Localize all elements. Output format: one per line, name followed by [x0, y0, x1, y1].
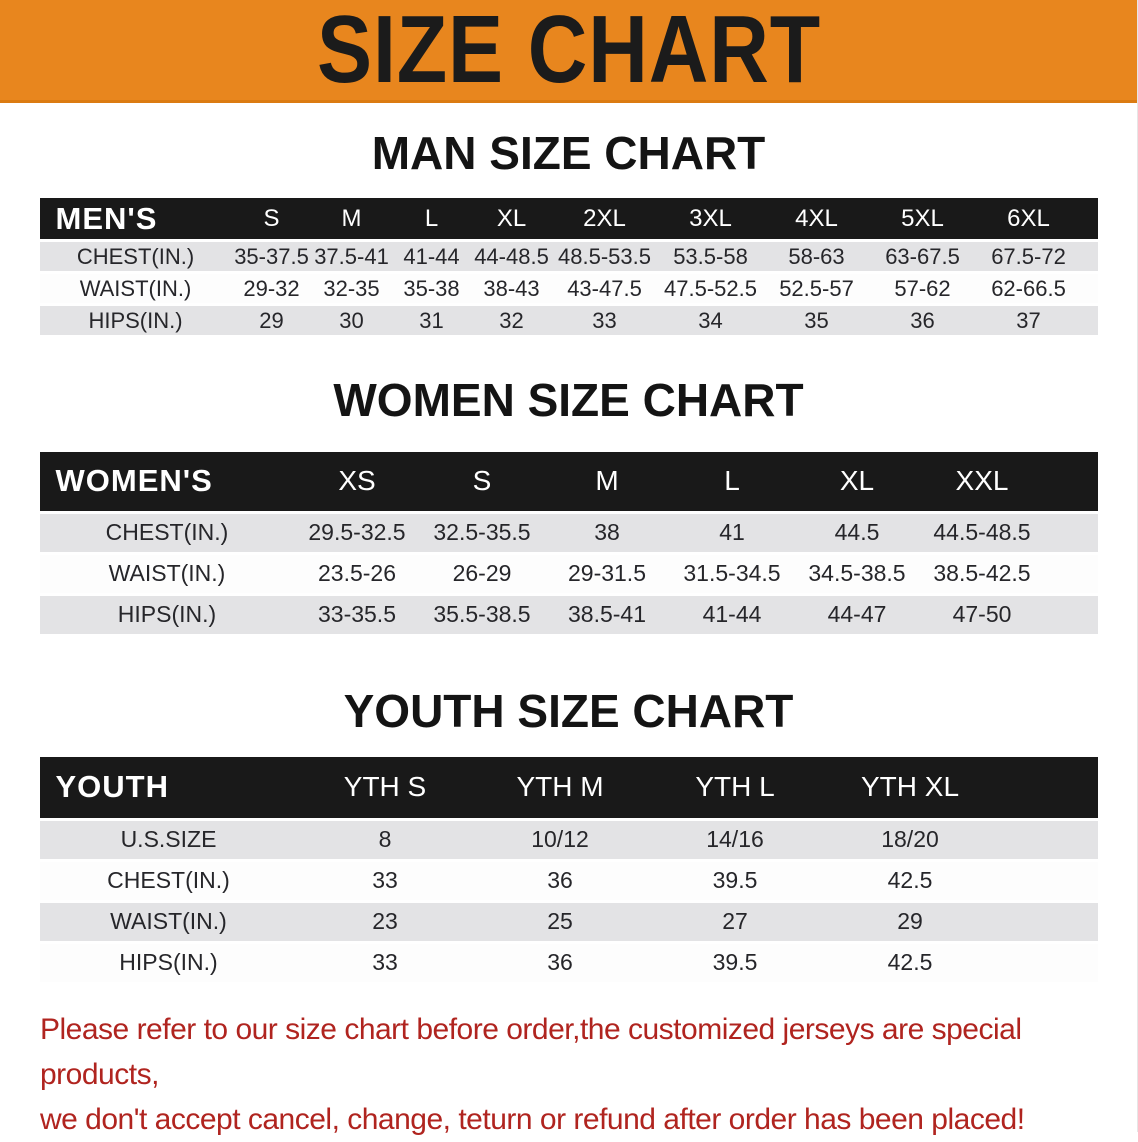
men-size-header-xl: XL [472, 198, 552, 242]
size-value-cell: 35.5-38.5 [420, 596, 545, 637]
women-group-label: WOMEN'S [40, 452, 295, 514]
size-value-cell: 41-44 [392, 242, 472, 274]
size-value-cell: 48.5-53.5 [552, 242, 658, 274]
size-value-cell: 29 [823, 903, 998, 944]
size-value-cell: 31.5-34.5 [670, 555, 795, 596]
size-value-cell: 32 [472, 306, 552, 338]
man-size-chart-heading: MAN SIZE CHART [371, 127, 766, 179]
size-value-cell: 43-47.5 [552, 274, 658, 306]
row-label: WAIST(IN.) [40, 903, 298, 944]
size-value-cell: 41-44 [670, 596, 795, 637]
women-size-header-xxl: XXL [920, 452, 1045, 514]
size-value-cell: 29 [232, 306, 312, 338]
size-value-cell: 38.5-42.5 [920, 555, 1045, 596]
size-value-cell: 29-31.5 [545, 555, 670, 596]
women-size-header-xl: XL [795, 452, 920, 514]
row-filler [1082, 274, 1098, 306]
women-size-table-container [0, 452, 1137, 637]
size-value-cell: 36 [473, 944, 648, 985]
men-size-header-l: L [392, 198, 472, 242]
youth-row-ussize [40, 821, 1098, 862]
size-value-cell: 63-67.5 [870, 242, 976, 274]
size-chart-banner [0, 0, 1137, 103]
size-value-cell: 32-35 [312, 274, 392, 306]
men-group-label: MEN'S [40, 198, 232, 242]
size-value-cell: 42.5 [823, 862, 998, 903]
size-value-cell: 34.5-38.5 [795, 555, 920, 596]
row-filler [1045, 514, 1098, 555]
row-filler [1045, 596, 1098, 637]
size-value-cell: 36 [870, 306, 976, 338]
size-value-cell: 8 [298, 821, 473, 862]
size-value-cell: 29-32 [232, 274, 312, 306]
men-size-table [40, 198, 1098, 338]
size-value-cell: 37 [976, 306, 1082, 338]
women-size-table [40, 452, 1098, 637]
order-disclaimer-note [40, 1007, 1137, 1142]
size-value-cell: 34 [658, 306, 764, 338]
men-size-header-5xl: 5XL [870, 198, 976, 242]
size-value-cell: 23.5-26 [295, 555, 420, 596]
size-value-cell: 23 [298, 903, 473, 944]
size-value-cell: 29.5-32.5 [295, 514, 420, 555]
size-value-cell: 35-38 [392, 274, 472, 306]
youth-size-header-yth-s: YTH S [298, 757, 473, 821]
size-value-cell: 25 [473, 903, 648, 944]
women-size-chart-heading: WOMEN SIZE CHART [333, 374, 804, 427]
row-label: WAIST(IN.) [40, 274, 232, 306]
row-filler [998, 903, 1098, 944]
size-value-cell: 27 [648, 903, 823, 944]
men-row-chestin [40, 242, 1098, 274]
size-value-cell: 33 [298, 862, 473, 903]
size-value-cell: 37.5-41 [312, 242, 392, 274]
size-value-cell: 38-43 [472, 274, 552, 306]
size-value-cell: 26-29 [420, 555, 545, 596]
youth-row-chestin [40, 862, 1098, 903]
size-value-cell: 57-62 [870, 274, 976, 306]
youth-size-chart-heading: YOUTH SIZE CHART [343, 684, 794, 737]
size-value-cell: 35-37.5 [232, 242, 312, 274]
row-label: CHEST(IN.) [40, 242, 232, 274]
size-value-cell: 33 [552, 306, 658, 338]
size-value-cell: 35 [764, 306, 870, 338]
youth-size-header-yth-m: YTH M [473, 757, 648, 821]
size-value-cell: 67.5-72 [976, 242, 1082, 274]
size-value-cell: 39.5 [648, 862, 823, 903]
size-value-cell: 36 [473, 862, 648, 903]
men-size-header-6xl: 6XL [976, 198, 1082, 242]
youth-group-label: YOUTH [40, 757, 298, 821]
women-size-header-xs: XS [295, 452, 420, 514]
women-size-header-m: M [545, 452, 670, 514]
banner-title: SIZE CHART [316, 0, 821, 103]
size-value-cell: 33-35.5 [295, 596, 420, 637]
disclaimer-line-1: Please refer to our size chart before order,the customized jerseys are special products, [40, 1012, 1022, 1091]
row-filler [1082, 242, 1098, 274]
size-value-cell: 52.5-57 [764, 274, 870, 306]
size-value-cell: 14/16 [648, 821, 823, 862]
row-label: HIPS(IN.) [40, 596, 295, 637]
men-size-header-2xl: 2XL [552, 198, 658, 242]
youth-size-table [40, 757, 1098, 985]
youth-header-row [40, 757, 1098, 821]
size-value-cell: 32.5-35.5 [420, 514, 545, 555]
men-size-header-3xl: 3XL [658, 198, 764, 242]
disclaimer-line-2: we don't accept cancel, change, teturn or refund after order has been placed! [40, 1102, 1025, 1136]
size-value-cell: 38 [545, 514, 670, 555]
row-filler [1045, 555, 1098, 596]
women-header-row [40, 452, 1098, 514]
size-value-cell: 44.5 [795, 514, 920, 555]
size-value-cell: 38.5-41 [545, 596, 670, 637]
size-value-cell: 18/20 [823, 821, 998, 862]
size-value-cell: 33 [298, 944, 473, 985]
men-size-header-4xl: 4XL [764, 198, 870, 242]
row-filler [1082, 306, 1098, 338]
size-value-cell: 39.5 [648, 944, 823, 985]
size-value-cell: 58-63 [764, 242, 870, 274]
men-header-filler [1082, 198, 1098, 242]
youth-size-header-yth-l: YTH L [648, 757, 823, 821]
size-value-cell: 30 [312, 306, 392, 338]
youth-row-hipsin [40, 944, 1098, 985]
men-header-row [40, 198, 1098, 242]
women-row-hipsin [40, 596, 1098, 637]
size-value-cell: 47.5-52.5 [658, 274, 764, 306]
size-value-cell: 10/12 [473, 821, 648, 862]
size-value-cell: 41 [670, 514, 795, 555]
size-value-cell: 44-48.5 [472, 242, 552, 274]
row-filler [998, 862, 1098, 903]
size-value-cell: 62-66.5 [976, 274, 1082, 306]
row-filler [998, 821, 1098, 862]
men-size-header-s: S [232, 198, 312, 242]
women-header-filler [1045, 452, 1098, 514]
youth-size-table-container [0, 757, 1137, 985]
row-label: U.S.SIZE [40, 821, 298, 862]
women-row-chestin [40, 514, 1098, 555]
women-size-header-s: S [420, 452, 545, 514]
youth-header-filler [998, 757, 1098, 821]
size-value-cell: 31 [392, 306, 472, 338]
size-value-cell: 44.5-48.5 [920, 514, 1045, 555]
size-value-cell: 44-47 [795, 596, 920, 637]
women-size-header-l: L [670, 452, 795, 514]
row-label: HIPS(IN.) [40, 306, 232, 338]
size-value-cell: 47-50 [920, 596, 1045, 637]
size-value-cell: 42.5 [823, 944, 998, 985]
men-size-table-container [0, 198, 1137, 338]
row-label: CHEST(IN.) [40, 514, 295, 555]
size-value-cell: 53.5-58 [658, 242, 764, 274]
youth-row-waistin [40, 903, 1098, 944]
row-label: HIPS(IN.) [40, 944, 298, 985]
men-row-hipsin [40, 306, 1098, 338]
row-label: WAIST(IN.) [40, 555, 295, 596]
youth-size-header-yth-xl: YTH XL [823, 757, 998, 821]
men-size-header-m: M [312, 198, 392, 242]
men-row-waistin [40, 274, 1098, 306]
women-row-waistin [40, 555, 1098, 596]
row-filler [998, 944, 1098, 985]
row-label: CHEST(IN.) [40, 862, 298, 903]
